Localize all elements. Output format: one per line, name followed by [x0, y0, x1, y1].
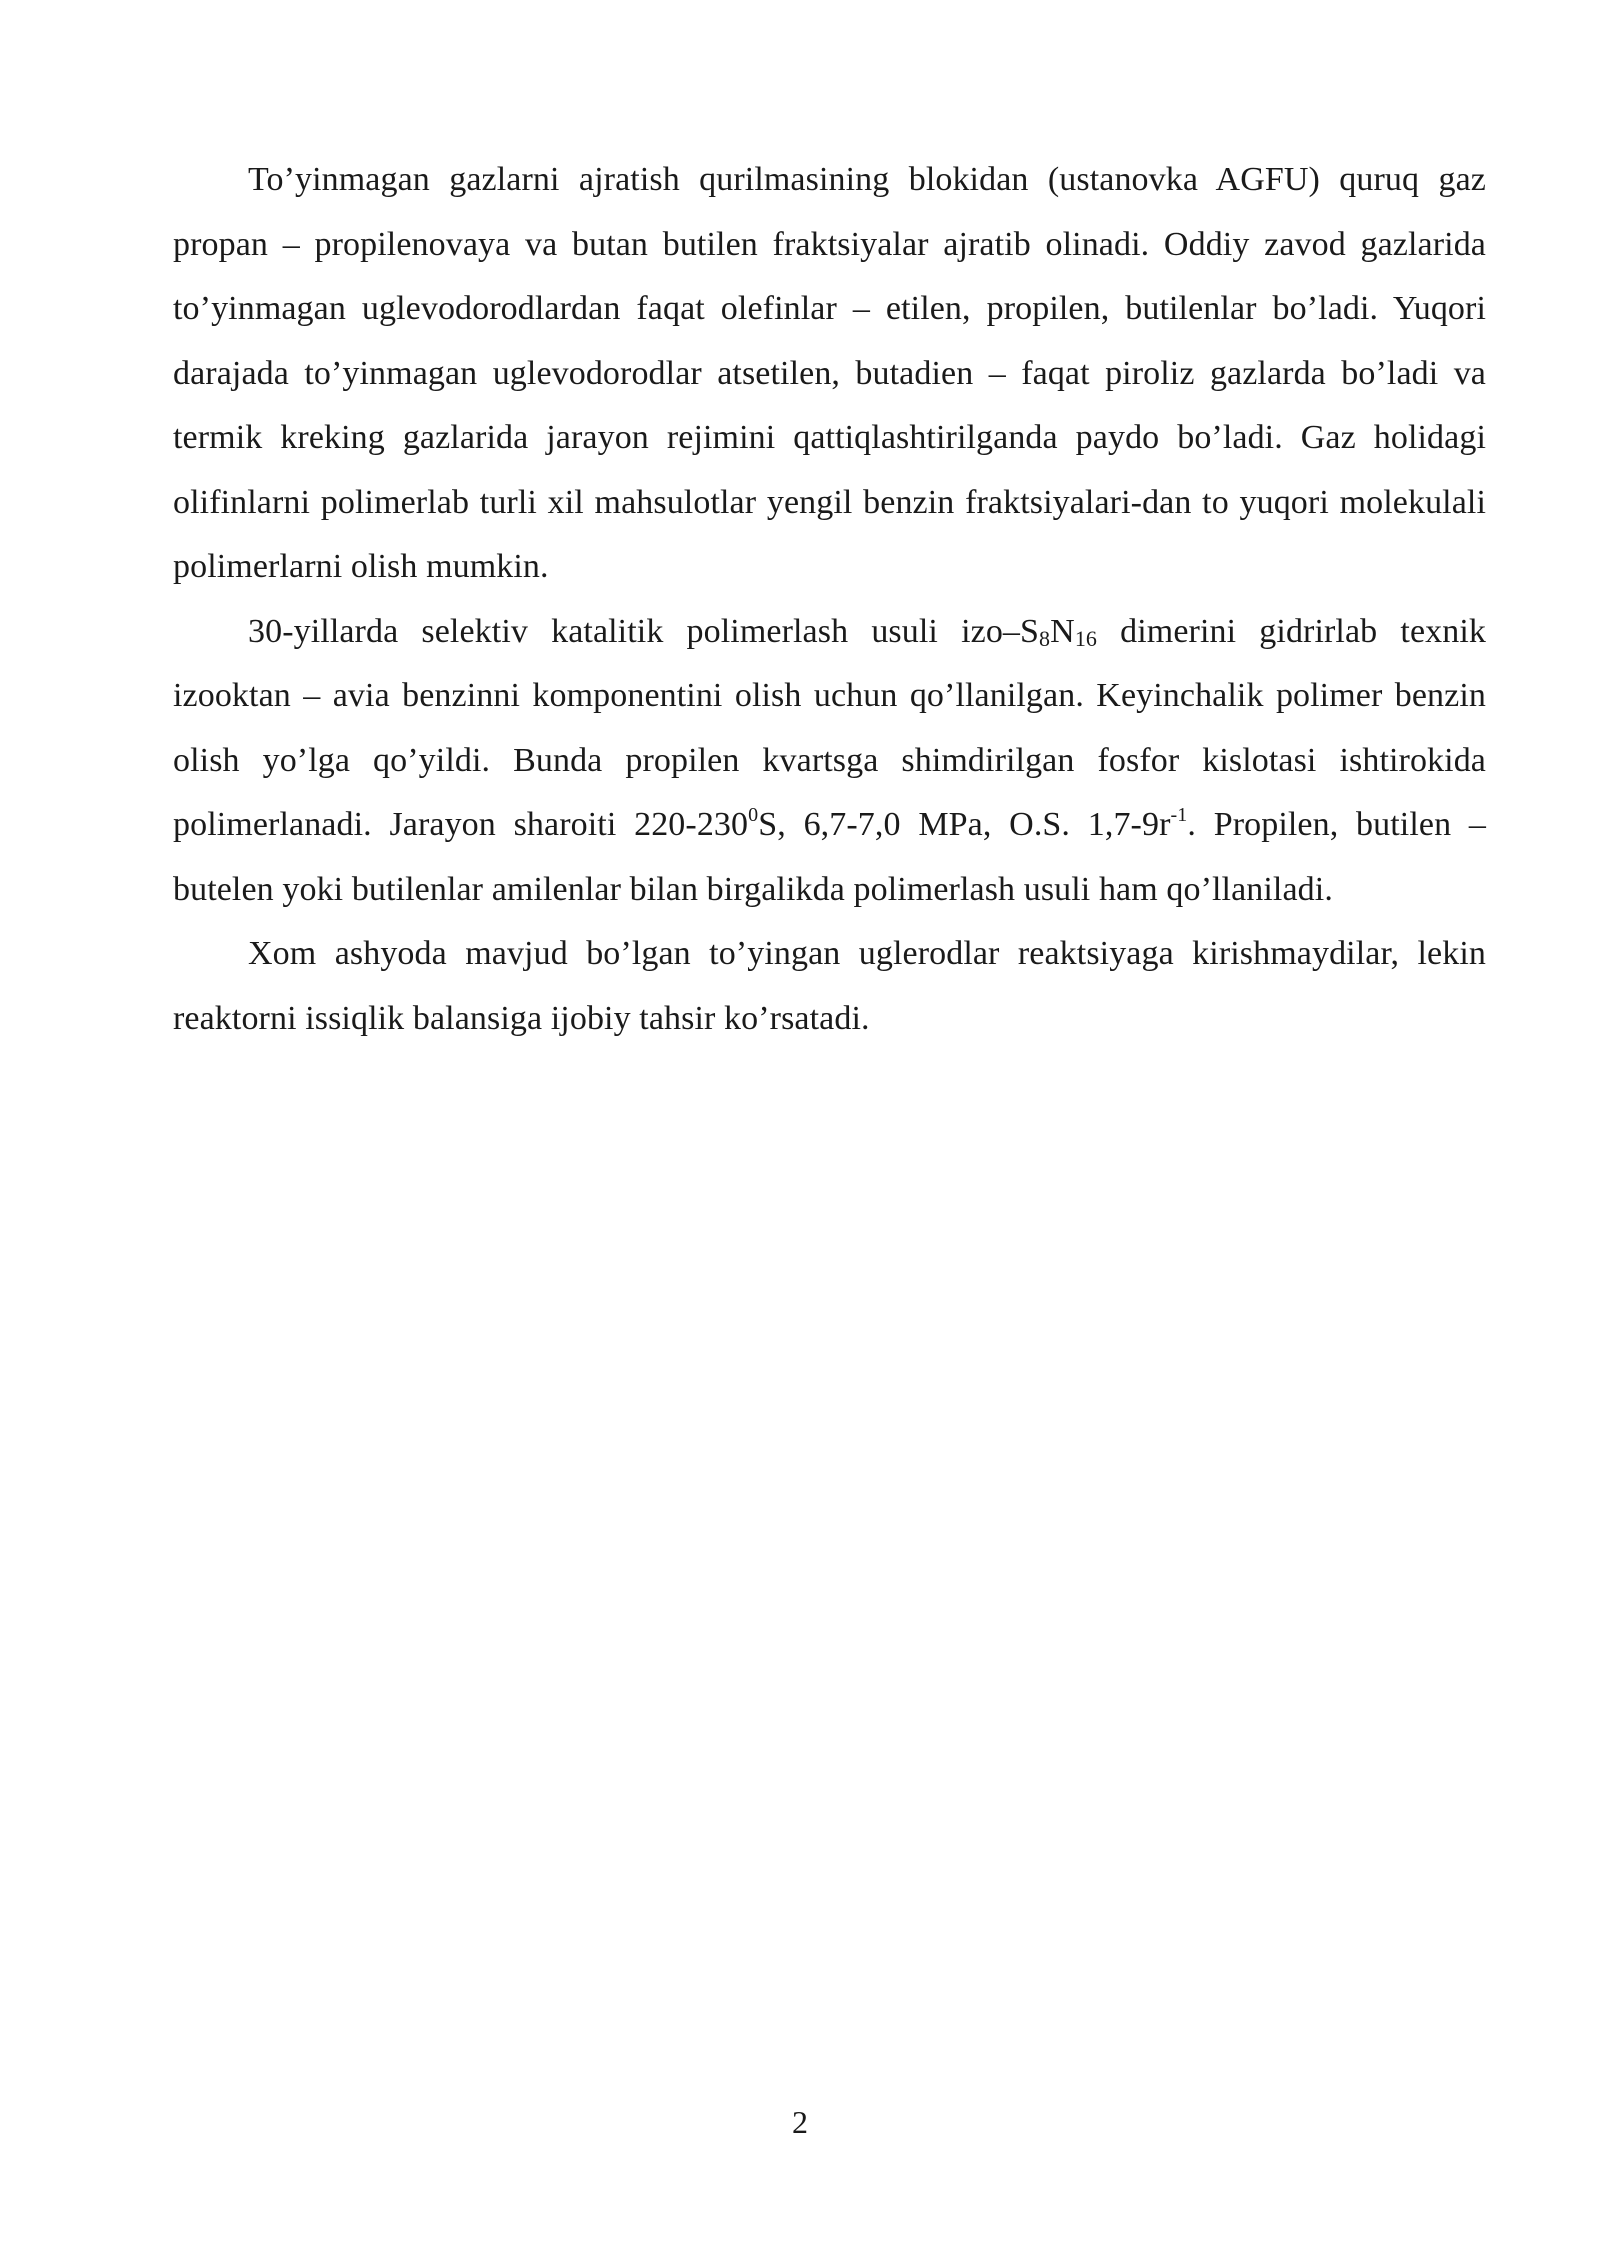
paragraph-2-text-2: N [1050, 612, 1075, 650]
paragraph-2 [173, 600, 1486, 923]
subscript-8: 8 [1039, 625, 1051, 651]
paragraph-1: To’yinmagan gazlarni ajratish qurilmasining blokidan (ustanovka AGFU) quruq gaz propan – propilenovaya va butan butilen fraktsiyalar ajratib olinadi. Oddiy zavod gazlarida to’yinmagan uglevodorodlardan faqat olefinlar – etilen, propilen, butilenlar bo’ladi. Yuqori darajada to’yinmagan uglevodorodlar atsetilen, butadien – faqat piroliz gazlarda bo’ladi va termik kreking gazlarida jarayon rejimini qattiqlashtirilganda paydo bo’ladi. Gaz holidagi olifinlarni polimerlab turli xil mahsulotlar yengil benzin fraktsiyalari-dan to yuqori molekulali polimerlarni olish mumkin. [173, 161, 1486, 585]
paragraph-3: Xom ashyoda mavjud bo’lgan to’yingan uglerodlar reaktsiyaga kirishmaydilar, lekin reaktorni issiqlik balansiga ijobiy tahsir ko’rsatadi. [173, 935, 1486, 1037]
superscript-degree: 0 [748, 804, 759, 826]
paragraph-2-text-4: S, 6,7-7,0 MPa, O.S. 1,7-9r [758, 806, 1171, 843]
page-number: 2 [792, 2104, 808, 2140]
document-page [173, 148, 1486, 1051]
superscript-minus-one: -1 [1170, 804, 1188, 826]
paragraph-2-text-5: . Propilen, butilen – butelen yoki butilenlar amilenlar bilan birgalikda polimerlash usuli ham qo’llaniladi. [173, 806, 1486, 908]
subscript-16: 16 [1074, 625, 1098, 651]
paragraph-2-text-1: 30-yillarda selektiv katalitik polimerlash usuli izo–S [248, 612, 1040, 650]
paragraph-2-text-3: dimerini gidrirlab texnik izooktan – avia benzinni komponentini olish uchun qo’llanilgan. Keyinchalik polimer benzin olish yo’lga qo’yildi. Bunda propilen kvartsga shimdirilgan fosfor kislotasi ishtirokida polimerlanadi. Jarayon sharoiti 220-230 [173, 612, 1487, 843]
